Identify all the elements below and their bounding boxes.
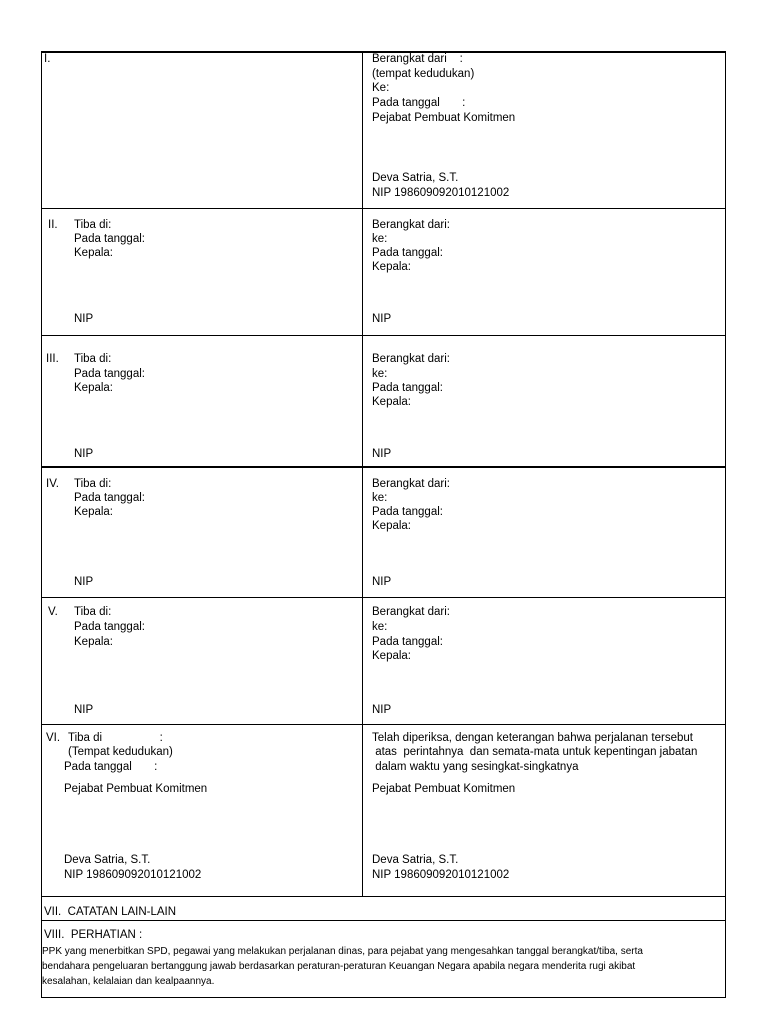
section-number: I. (44, 53, 51, 65)
verification-line-2: atas perintahnya dan semata-mata untuk kepentingan jabatan (372, 746, 698, 758)
official-name-left: Deva Satria, S.T. (64, 854, 151, 866)
section-number: IV. (46, 478, 60, 490)
arrive-date-label: Pada tanggal: (74, 233, 145, 245)
arrive-date-label: Pada tanggal: (74, 368, 145, 380)
table-right-border (725, 51, 726, 998)
column-divider (362, 51, 363, 897)
verification-line-3: dalam waktu yang sesingkat-singkatnya (372, 761, 579, 773)
official-title: Pejabat Pembuat Komitmen (372, 112, 516, 124)
arrive-date-label: Pada tanggal: (74, 492, 145, 504)
attention-line-2: bendahara pengeluaran bertanggung jawab berdasarkan peraturan-peraturan Keuangan Negara apabila negara menderita rugi akibat (42, 961, 636, 972)
depart-to-label: ke: (372, 368, 388, 380)
arrive-note: (Tempat kedudukan) (68, 746, 173, 758)
arrive-nip-label: NIP (74, 313, 94, 325)
depart-nip-label: NIP (372, 448, 392, 460)
verification-line-1: Telah diperiksa, dengan keterangan bahwa perjalanan tersebut (372, 732, 693, 744)
arrive-label: Tiba di: (74, 219, 112, 231)
depart-date-label: Pada tanggal: (372, 247, 443, 259)
arrive-nip-label: NIP (74, 448, 94, 460)
row-divider-1 (41, 208, 726, 209)
depart-to-label: ke: (372, 621, 388, 633)
official-name-right: Deva Satria, S.T. (372, 854, 459, 866)
depart-date-label: Pada tanggal: (372, 636, 443, 648)
official-title-right: Pejabat Pembuat Komitmen (372, 783, 516, 795)
section-number: V. (48, 606, 58, 618)
row-divider-7 (41, 920, 726, 921)
arrive-date-label: Pada tanggal : (64, 761, 158, 773)
depart-to-label: ke: (372, 233, 388, 245)
arrive-head-label: Kepala: (74, 247, 114, 259)
other-notes-label: VII. CATATAN LAIN-LAIN (44, 906, 177, 918)
attention-label: VIII. PERHATIAN : (44, 929, 143, 941)
depart-nip-label: NIP (372, 704, 392, 716)
row-divider-6 (41, 896, 726, 897)
depart-to-label: ke: (372, 492, 388, 504)
depart-nip-label: NIP (372, 313, 392, 325)
arrive-label: Tiba di: (74, 478, 112, 490)
row-divider-3 (41, 466, 726, 468)
depart-date-label: Pada tanggal: (372, 506, 443, 518)
arrive-label: Tiba di: (74, 606, 112, 618)
to-label: Ke: (372, 82, 390, 94)
arrive-date-label: Pada tanggal: (74, 621, 145, 633)
arrive-nip-label: NIP (74, 704, 94, 716)
depart-head-label: Kepala: (372, 520, 412, 532)
attention-line-1: PPK yang menerbitkan SPD, pegawai yang melakukan perjalanan dinas, para pejabat yang mengesahkan tanggal berangkat/tiba, serta (42, 946, 643, 957)
row-divider-4 (41, 597, 726, 598)
row-divider-2 (41, 335, 726, 336)
arrive-head-label: Kepala: (74, 506, 114, 518)
arrive-head-label: Kepala: (74, 382, 114, 394)
attention-line-3: kesalahan, kelalaian dan kealpaannya. (42, 976, 215, 987)
arrive-label: Tiba di : (68, 732, 163, 744)
depart-head-label: Kepala: (372, 396, 412, 408)
official-nip: NIP 198609092010121002 (372, 187, 510, 199)
depart-from-note: (tempat kedudukan) (372, 68, 475, 80)
official-name: Deva Satria, S.T. (372, 172, 459, 184)
depart-label: Berangkat dari: (372, 478, 450, 490)
official-nip-left: NIP 198609092010121002 (64, 869, 202, 881)
official-title-left: Pejabat Pembuat Komitmen (64, 783, 208, 795)
depart-label: Berangkat dari: (372, 353, 450, 365)
date-label: Pada tanggal : (372, 97, 466, 109)
depart-label: Berangkat dari: (372, 606, 450, 618)
arrive-label: Tiba di: (74, 353, 112, 365)
section-number: II. (48, 219, 58, 231)
official-nip-right: NIP 198609092010121002 (372, 869, 510, 881)
table-bottom-border (41, 997, 726, 998)
depart-label: Berangkat dari: (372, 219, 450, 231)
depart-from-label: Berangkat dari : (372, 53, 463, 65)
section-number: VI. (46, 732, 61, 744)
section-number: III. (46, 353, 59, 365)
table-left-border (41, 51, 42, 998)
depart-head-label: Kepala: (372, 261, 412, 273)
row-divider-5 (41, 724, 726, 725)
depart-date-label: Pada tanggal: (372, 382, 443, 394)
arrive-nip-label: NIP (74, 576, 94, 588)
depart-nip-label: NIP (372, 576, 392, 588)
depart-head-label: Kepala: (372, 650, 412, 662)
arrive-head-label: Kepala: (74, 636, 114, 648)
